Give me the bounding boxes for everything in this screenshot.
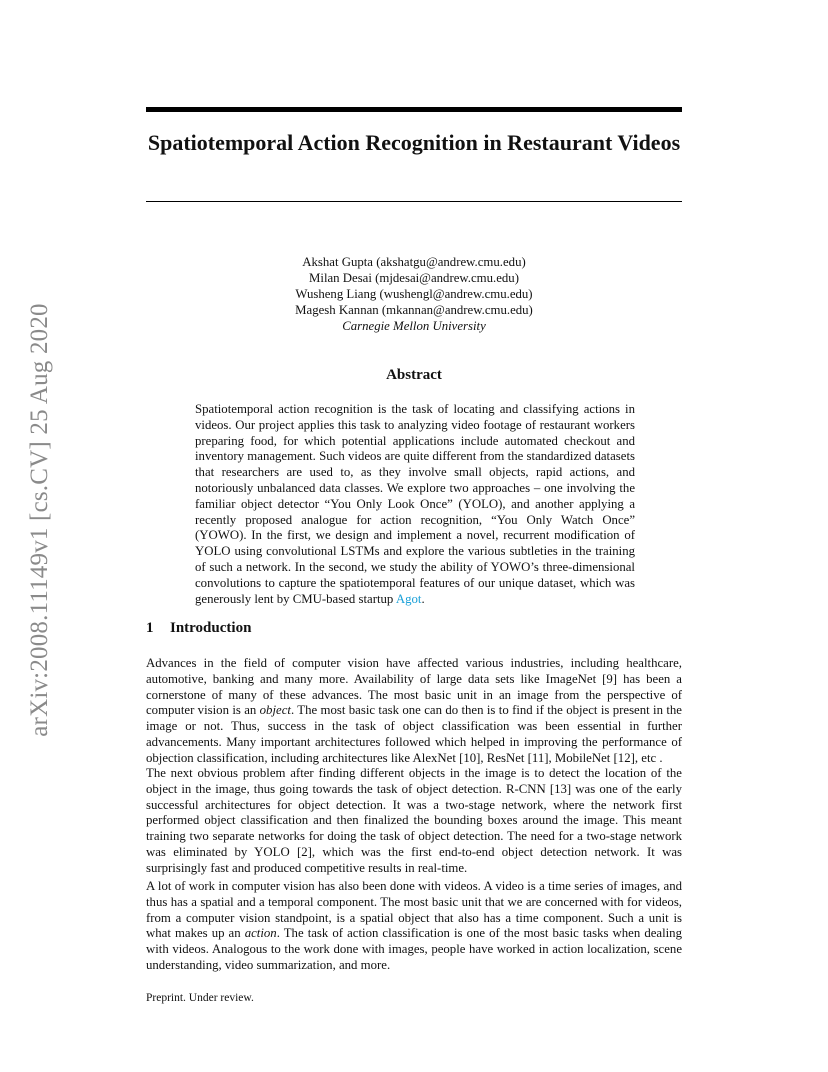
abstract-heading: Abstract <box>386 367 442 383</box>
intro-paragraph-1 <box>146 656 682 767</box>
paper-title: Spatiotemporal Action Recognition in Restaurant Videos <box>147 130 681 155</box>
emphasis-action: action <box>244 926 277 941</box>
section-number: 1 <box>146 620 154 636</box>
emphasis-object: object <box>259 703 291 718</box>
abstract-period: . <box>421 591 425 606</box>
section-heading <box>146 620 251 637</box>
intro-paragraph-3 <box>146 879 682 974</box>
abstract-body <box>195 402 635 607</box>
author-line: Magesh Kannan (mkannan@andrew.cmu.edu) <box>295 303 533 317</box>
section-title: Introduction <box>170 620 252 636</box>
intro-paragraph-2: The next obvious problem after finding different objects in the image is to detect the location of the object in the image, thus going towards the task of object detection. R-CNN [13] was one of the early successful architectures for object detection. It was a two-stage network, where the network first performed object classification and then finalized the bounding boxes around the image. This meant training two separate networks for doing the task of object detection. The need for a two-stage network was eliminated by YOLO [2], which was the first end-to-end object detection network. It was surprisingly fast and produced competitive results in real-time. <box>146 766 682 875</box>
title-top-rule <box>146 107 682 112</box>
author-block <box>146 254 682 334</box>
agot-link[interactable]: Agot <box>395 591 422 606</box>
affiliation: Carnegie Mellon University <box>342 319 486 333</box>
author-line: Wusheng Liang (wushengl@andrew.cmu.edu) <box>295 287 533 301</box>
paragraph-text: . The task of action classification is one of the most basic tasks when dealing with videos. Analogous to the work done with images, people have worked in action localization, scene understanding, video summarization, and more. <box>146 926 682 972</box>
arxiv-identifier: arXiv:2008.11149v1 [cs.CV] 25 Aug 2020 <box>26 303 53 737</box>
paragraph-text: Advances in the field of computer vision have affected various industries, including healthcare, automotive, banking and many more. Availability of large data sets like ImageNet [9] has been a cornerstone of many of these advances. The most basic unit in an image from the perspective of computer vision is an <box>146 656 682 718</box>
title-bottom-rule <box>146 201 682 202</box>
author-line: Akshat Gupta (akshatgu@andrew.cmu.edu) <box>302 255 526 269</box>
paragraph-text: . The most basic task one can do then is to find if the object is present in the image or not. Thus, success in the task of object classification was been essential in further advancements. Many important architectures followed which helped in improving the performance of objection classification, including architectures like AlexNet [10], ResNet [11], MobileNet [12], etc . <box>146 703 682 765</box>
abstract-text: Spatiotemporal action recognition is the task of locating and classifying actions in videos. Our project applies this task to analyzing video footage of restaurant workers preparing food, for which potential applications include automated checkout and inventory management. Such videos are quite different from the standardized datasets that researchers are used to, as they involve small objects, rapid actions, and notoriously unbalanced data classes. We explore two approaches – one involving the familiar object detector “You Only Look Once” (YOLO), and another applying a recently proposed analogue for action recognition, “You Only Watch Once” (YOWO). In the first, we design and implement a novel, recurrent modification of YOLO using convolutional LSTMs and explore the various subtleties in the training of such a network. In the second, we study the ability of YOWO’s three-dimensional convolutions to capture the spatiotemporal features of our unique dataset, which was generously lent by CMU-based startup <box>195 402 635 606</box>
author-line: Milan Desai (mjdesai@andrew.cmu.edu) <box>309 271 519 285</box>
preprint-footer: Preprint. Under review. <box>146 992 254 1004</box>
paragraph-text: A lot of work in computer vision has also been done with videos. A video is a time series of images, and thus has a spatial and a temporal component. The most basic unit that we are concerned with for videos, from a computer vision standpoint, is a spatial object that also has a time component. Such a unit is what makes up an <box>146 879 682 941</box>
